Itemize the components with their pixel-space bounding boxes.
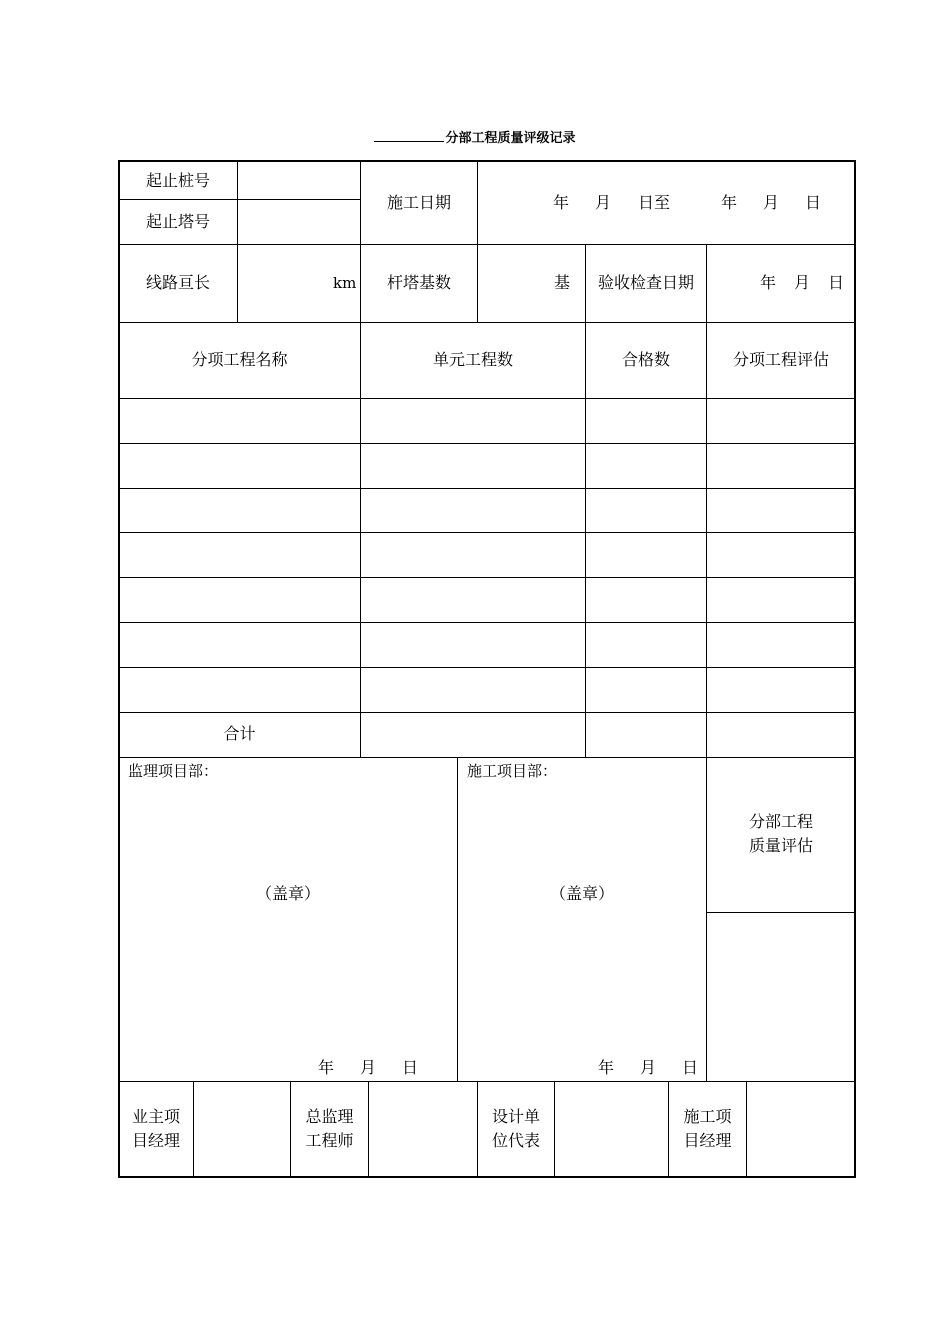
owner-project-manager-label: 业主项 目经理 — [131, 1107, 180, 1150]
rule — [118, 398, 856, 399]
design-representative-label: 设计单 位代表 — [491, 1107, 540, 1150]
total-label: 合计 — [223, 724, 256, 743]
construction-dept-label: 施工项目部： — [467, 762, 558, 780]
rule — [585, 244, 586, 757]
col-header-qualified-count: 合格数 — [621, 350, 670, 369]
supervision-date-day: 日 — [402, 1058, 419, 1077]
acceptance-date-month: 月 — [794, 273, 811, 292]
title-text: 分部工程质量评级记录 — [445, 131, 576, 146]
construction-date-year: 年 — [598, 1058, 615, 1077]
rule — [118, 488, 856, 489]
line-length-unit: km — [333, 274, 357, 292]
rule — [360, 160, 361, 757]
rule — [118, 667, 856, 668]
construction-date-month: 月 — [640, 1058, 657, 1077]
construction-project-manager-label: 施工项 目经理 — [683, 1107, 732, 1150]
rule — [457, 757, 458, 1081]
line-length-label: 线路亘长 — [145, 273, 210, 292]
construction-date-month1: 月 — [595, 193, 612, 212]
tower-count-label: 杆塔基数 — [386, 273, 451, 292]
chief-supervisor-label: 总监理 工程师 — [305, 1107, 354, 1150]
form-frame — [118, 160, 856, 1178]
supervision-seal: （盖章） — [255, 884, 320, 903]
col-header-unit-count: 单元工程数 — [432, 350, 513, 369]
supervision-date-year: 年 — [318, 1058, 335, 1077]
construction-seal: （盖章） — [549, 884, 614, 903]
start-stake-label: 起止桩号 — [145, 171, 210, 190]
construction-date-day1-to: 日至 — [638, 193, 671, 212]
rule — [118, 577, 856, 578]
construction-date-day2: 日 — [805, 193, 822, 212]
rule — [118, 757, 856, 758]
construction-date-month2: 月 — [763, 193, 780, 212]
rule — [118, 244, 856, 245]
supervision-dept-label: 监理项目部： — [128, 762, 219, 780]
col-header-subitem-evaluation: 分项工程评估 — [732, 350, 829, 369]
rule — [118, 532, 856, 533]
acceptance-date-day: 日 — [828, 273, 845, 292]
tower-count-unit: 基 — [554, 273, 571, 292]
title-blank[interactable] — [374, 129, 444, 142]
construction-date-label: 施工日期 — [386, 193, 451, 212]
rule — [118, 443, 856, 444]
start-tower-label: 起止塔号 — [145, 212, 210, 231]
rule — [706, 912, 856, 913]
construction-date-year1: 年 — [553, 193, 570, 212]
rule — [118, 712, 856, 713]
acceptance-date-year: 年 — [760, 273, 777, 292]
acceptance-date-label: 验收检查日期 — [597, 273, 694, 292]
col-header-subitem-name: 分项工程名称 — [191, 350, 288, 369]
rule — [477, 160, 478, 322]
form-title — [0, 127, 950, 146]
rule — [118, 622, 856, 623]
rule — [118, 322, 856, 323]
construction-date-year2: 年 — [721, 193, 738, 212]
construction-date-day: 日 — [682, 1058, 699, 1077]
supervision-date-month: 月 — [360, 1058, 377, 1077]
rule — [118, 199, 360, 200]
subproject-quality-evaluation-label: 分部工程 质量评估 — [748, 812, 813, 855]
